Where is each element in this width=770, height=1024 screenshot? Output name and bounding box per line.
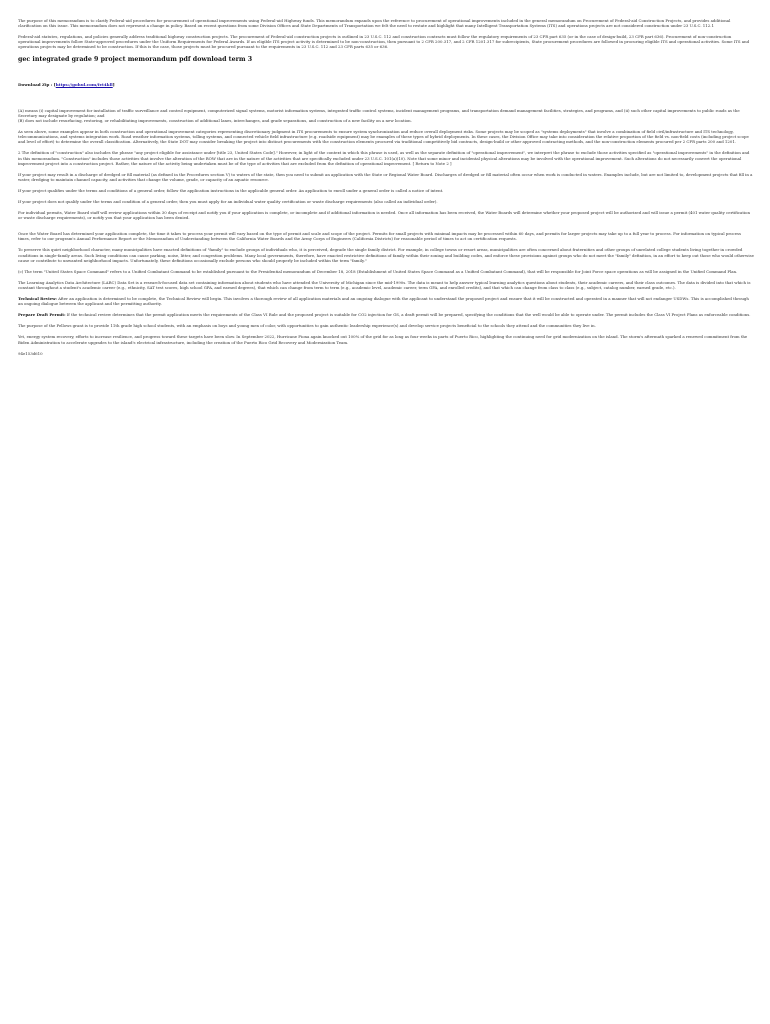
body-paragraph-g: For individual permits, Water Board staff will review applications within 30 days of receipt and notify you if your application is complete, or incomplete and if additional information is needed. Once all information has been received, the Water Boards will determine whether your proposed project will be authorized and will issue a permit (401 water quality certification or waste discharge requirements), or notify you that your application has been denied. bbox=[18, 210, 750, 221]
body-paragraph-a: (A) means (i) capital improvement for installation of traffic surveillance and control equipment, computerized signal systems, motorist information systems, integrated traffic control systems, incident management programs, and transportation demand management facilities, strategies, and programs, and (ii) such other capital improvements to public roads as the Secretary may designate by regulation; and (B) does not include resurfacing, restoring, or rehabilitating improvements, construction of additional lanes, interchanges, and grade separations, and construction of a new facility on a new location. bbox=[18, 107, 740, 124]
download-label: Download Zip bbox=[18, 82, 50, 88]
body-paragraph-d: If your project may result in a discharge of dredged or fill material (as defined in the Procedures section V) to waters of the state, then you need to submit an application with the State or Regional Water Board. Discharges of dredged or fill material often occur when work is conducted in waters. Examples include, but are not limited to, development projects that fill in a water, dredging to maintain channel capacity, and activities that change the volume, grade, or capacity of an aquatic resource. bbox=[18, 171, 753, 182]
end-paragraph-1: The purpose of the Fellows grant is to provide 11th grade high school students, with an emphasis on boys and young men of color, with opportunities to gain authentic leadership experience(s) and develop service projects beneficial to the schools they attend and the communities they live in. bbox=[18, 323, 596, 329]
download-link[interactable]: https://gohul.com/Ivt4kll bbox=[55, 82, 113, 88]
technical-review-lead: Technical Review: bbox=[18, 296, 57, 302]
intro-paragraph-1: The purpose of this memorandum is to clarify Federal-aid procedures for procurement of operational improvements using Federal-aid Highway funds. This memorandum expands upon the reference to procurement of operational improvements included in the general memorandum on Procurement of Federal-aid Construction Projects, and provides additional clarification on this issue. This memorandum does not represent a change in policy. Based on recent questions from some Division Offices and State Departments of Transportation we felt the need to restate and highlight that many Intelligent Transportation Systems (ITS) and operations projects are not considered construction under 23 U.S.C. 112.1 bbox=[18, 18, 731, 29]
lower-paragraph-2: To preserve this quiet neighborhood character, many municipalities have enacted definitions of "family" to exclude groups of individuals who, it is perceived, degrade the single family district. For example, in college towns or resort areas, municipalities are often concerned about fraternities and other groups of unrelated college students living together in crowded conditions in single-family areas. Such living conditions can cause parking, noise, litter, and congestion problems. Many local governments, therefore, have enacted restrictive definitions of family within their zoning and building codes, and enforce these provisions against groups who do not meet the "family" definition, in an effort to keep out those who would otherwise cause or contribute to unwanted neighborhood impacts. Unfortunately, these definitions occasionally exclude persons who should properly be included within the term "family." bbox=[18, 247, 754, 263]
lower-paragraph-1: Once the Water Board has determined your application complete, the time it takes to process your permit will vary based on the type of permit and scale and scope of the project. Permits for small projects with minimal impacts may be processed within 60 days, and permits for larger projects may take up to a full year to process. For information on typical process times, refer to our program's Annual Performance Report or the Memorandum of Understanding between the California Water Boards and the Army Corps of Engineers (California Districts) for reasonable period of times to act on certification requests. bbox=[18, 231, 742, 242]
technical-review-paragraph bbox=[18, 296, 754, 306]
download-bracket-close: ] bbox=[112, 82, 115, 88]
intro-paragraph-2: Federal-aid statutes, regulations, and policies generally address traditional highway construction projects. The procurement of Federal-aid construction projects is outlined in 23 U.S.C. 112 and construction contracts must follow the regulatory requirements of 23 CFR part 635 (or in the case of design-build, 23 CFR part 636). Procurement of non-construction operational improvements follow State-approved procedures under the Uniform Requirements for Federal Awards. If an eligible ITS project activity is determined to be non-construction, then pursuant to 2 CFR 200.317, and 2 CFR 1201.317 for subrecipients, State procurement procedures are followed in procuring eligible ITS and operational activities. Some ITS and operations projects may be determined to be construction. If this is the case, those projects must be procured pursuant to the requirements in 23 U.S.C. 112 and 23 CFR parts 635 or 636. bbox=[18, 34, 750, 50]
body-paragraph-e: If your project qualifies under the terms and conditions of a general order, follow the application instructions in the applicable general order. An application to enroll under a general order is called a notice of intent. bbox=[18, 187, 444, 193]
body-paragraph-c: 2 The definition of "construction" also includes the phrase "any project eligible for assistance under [title 23, United States Code]." However, in light of the context in which this phrase is used, as well as the separate definition of "operational improvement", we interpret the phrase to exclude those activities specified as "operational improvements" in the definition and in this memorandum. "Construction" includes those activities that involve the alteration of the ROW that are in the nature of the activities that are specifically excluded under 23 U.S.C. 101(a)(10). Note that some minor and incidental physical alterations may be involved with the operational improvement. Such alterations do not necessarily convert the operational improvement project into a construction project. Rather, the nature of the activity being undertaken must be of the type of activities that are excluded from the definition of operational improvement. [ Return to Note 2 ] bbox=[18, 150, 750, 166]
body-paragraph-b: As seen above, some examples appear in both construction and operational improvement categories representing discretionary judgment in ITS procurements to ensure system synchronization and reduce overall deployment risks. Some projects may be scoped as "systems deployments" that involve a combination of field civil/infrastructure and ITS technology, telecommunications, and systems integration work. Road weather information systems, tolling systems, and connected vehicle field infrastructure (e.g. roadside equipment) may be examples of these types of hybrid deployments. In these cases, the Division Office may take into consideration the relative proportion of the field vs. non-field costs (including project scope and level of effort) to determine the overall classification. Alternatively, the State DOT may consider breaking the project into distinct procurements with the construction elements procured via traditional competitively bid contracts, design-build or other approved contracting methods, and the non-construction elements procured per 2 CFR parts 200 and 1201. bbox=[18, 129, 749, 145]
lower-paragraph-4: The Learning Analytics Data Architecture (LARC) Data Set is a research-focused data set containing information about students who have attended the University of Michigan since the mid-1990s. The data is meant to help answer typical learning analytics questions about students, their academic careers, and their class outcomes. The data is divided into that which is constant throughout a student's academic career (e.g., ethnicity, SAT test scores, high school GPA, and earned degrees), that which can change from term to term (e.g., academic level, academic career, term GPA, and enrolled credits), and that which can change from class to class (e.g., subject, catalog number, earned grade, etc.). bbox=[18, 279, 751, 290]
lower-paragraph-3: (c) The term "United States Space Command" refers to a Unified Combatant Command to be established pursuant to the Presidential memorandum of December 18, 2018 (Establishment of United States Space Command as a Unified Combatant Command), that will be responsible for Joint Force space operations as will be assigned in the Unified Command Plan. bbox=[18, 268, 738, 274]
end-paragraph-2: Yet, energy system recovery, efforts to increase resilience, and progress toward these targets have been slow. In September 2022, Hurricane Fiona again knocked out 100% of the grid for as long as four weeks in parts of Puerto Rico, highlighting the continuing need for grid modernization on the island. The storm's aftermath sparked a renewed commitment from the Biden Administration to accelerate upgrades to the island's electrical infrastructure, including the creation of the Puerto Rico Grid Recovery and Modernization Team. bbox=[18, 334, 748, 345]
footer-code: 94e153d610 bbox=[18, 350, 43, 356]
download-separator: : [ bbox=[50, 82, 56, 88]
body-paragraph-f: If your project does not qualify under the terms and condition of a general order, then you must apply for an individual water quality certification or waste discharge requirements (also called an individual order). bbox=[18, 199, 438, 204]
technical-review-text: After an application is determined to be complete, the Technical Review will begin. This involves a thorough review of all application materials and an ongoing dialogue with the applicant to understand the proposed project and ensure that it will be constructed and operated in a manner that will not endanger USDWs. This is accomplished through an ongoing dialogue between the applicant and the permitting authority. bbox=[18, 296, 749, 307]
page-title: gec integrated grade 9 project memorandum pdf download term 3 bbox=[18, 56, 253, 64]
prepare-draft-lead: Prepare Draft Permit: bbox=[18, 312, 66, 318]
spacer bbox=[18, 88, 754, 108]
prepare-draft-text: If the technical review determines that the permit application meets the requirements of the Class VI Rule and the proposed project is suitable for CO2 injection for GS, a draft permit will be prepared, specifying the conditions that the well would be able to operate under. The permit includes the Class VI Project Plans as enforceable conditions. bbox=[65, 312, 751, 318]
prepare-draft-paragraph bbox=[18, 312, 754, 317]
